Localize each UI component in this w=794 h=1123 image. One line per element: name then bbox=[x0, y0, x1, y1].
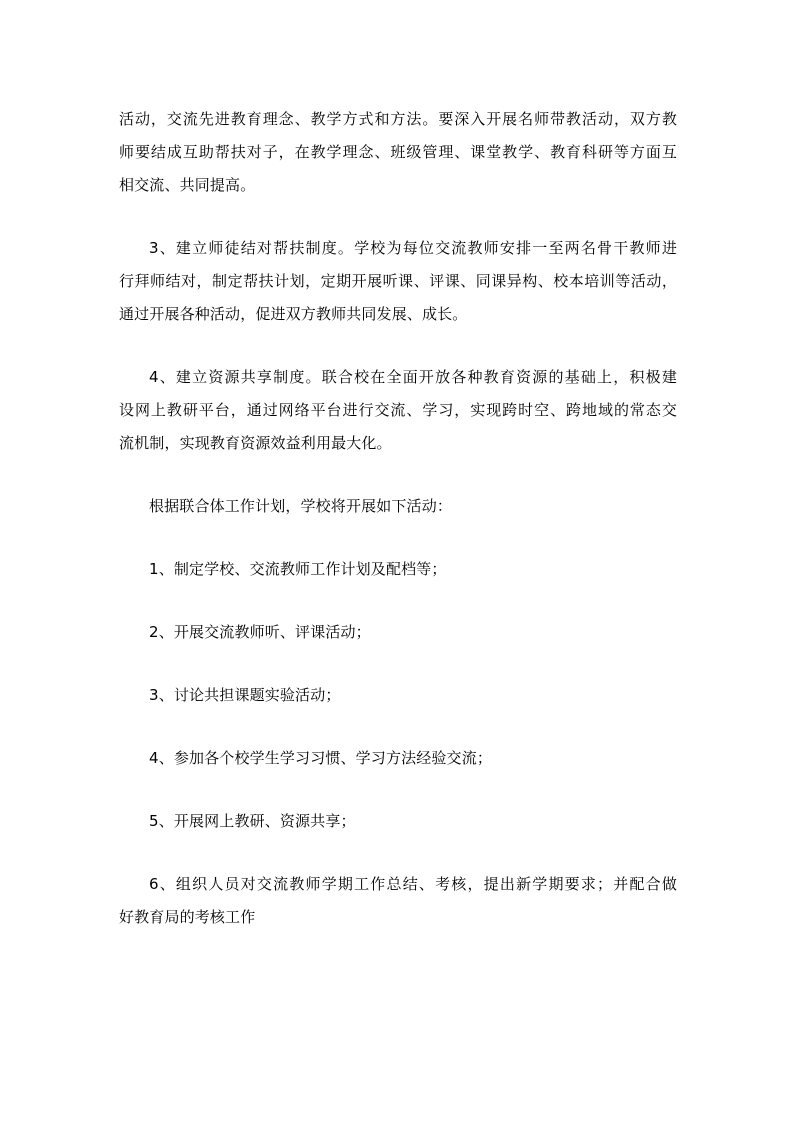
text-line: 1、制定学校、交流教师工作计划及配档等； bbox=[149, 560, 447, 578]
text-line: 通过开展各种活动，促进双方教师共同发展、成长。 bbox=[119, 305, 468, 323]
paragraph-spacer bbox=[119, 586, 677, 616]
paragraph-spacer bbox=[119, 712, 677, 742]
paragraph-spacer bbox=[119, 838, 677, 868]
paragraph bbox=[119, 361, 677, 460]
text-line: 6、组织人员对交流教师学期工作总结、考核，提出新学期要求；并配合做 bbox=[149, 875, 677, 893]
text-line: 设网上教研平台，通过网络平台进行交流、学习，实现跨时空、跨地域的常态交 bbox=[119, 401, 677, 419]
paragraph-spacer bbox=[119, 460, 677, 490]
text-line: 2、开展交流教师听、评课活动； bbox=[149, 623, 371, 641]
paragraph-spacer bbox=[119, 331, 677, 361]
list-item bbox=[119, 868, 677, 934]
paragraph-spacer bbox=[119, 202, 677, 232]
paragraph bbox=[119, 103, 677, 202]
list-item bbox=[119, 742, 677, 775]
text-line: 4、参加各个校学生学习习惯、学习方法经验交流； bbox=[149, 749, 492, 767]
list-item bbox=[119, 679, 677, 712]
list-item bbox=[119, 616, 677, 649]
text-line: 5、开展网上教研、资源共享； bbox=[149, 812, 356, 830]
text-line: 师要结成互助帮扶对子，在教学理念、班级管理、课堂教学、教育科研等方面互 bbox=[119, 143, 677, 161]
list-item bbox=[119, 553, 677, 586]
text-line: 3、建立师徒结对帮扶制度。学校为每位交流教师安排一至两名骨干教师进 bbox=[149, 239, 677, 257]
text-line: 流机制，实现教育资源效益利用最大化。 bbox=[119, 434, 392, 452]
text-line: 相交流、共同提高。 bbox=[119, 176, 256, 194]
paragraph-spacer bbox=[119, 775, 677, 805]
text-line: 活动，交流先进教育理念、教学方式和方法。要深入开展名师带教活动，双方教 bbox=[119, 110, 677, 128]
list-item bbox=[119, 805, 677, 838]
text-line: 3、讨论共担课题实验活动； bbox=[149, 686, 341, 704]
paragraph-spacer bbox=[119, 649, 677, 679]
paragraph bbox=[119, 232, 677, 331]
text-line: 4、建立资源共享制度。联合校在全面开放各种教育资源的基础上，积极建 bbox=[149, 368, 677, 386]
document-body bbox=[119, 103, 677, 934]
paragraph bbox=[119, 490, 677, 523]
text-line: 好教育局的考核工作 bbox=[119, 908, 256, 926]
paragraph-spacer bbox=[119, 523, 677, 553]
text-line: 行拜师结对，制定帮扶计划，定期开展听课、评课、同课异构、校本培训等活动， bbox=[119, 272, 677, 290]
text-line: 根据联合体工作计划，学校将开展如下活动： bbox=[149, 497, 453, 515]
